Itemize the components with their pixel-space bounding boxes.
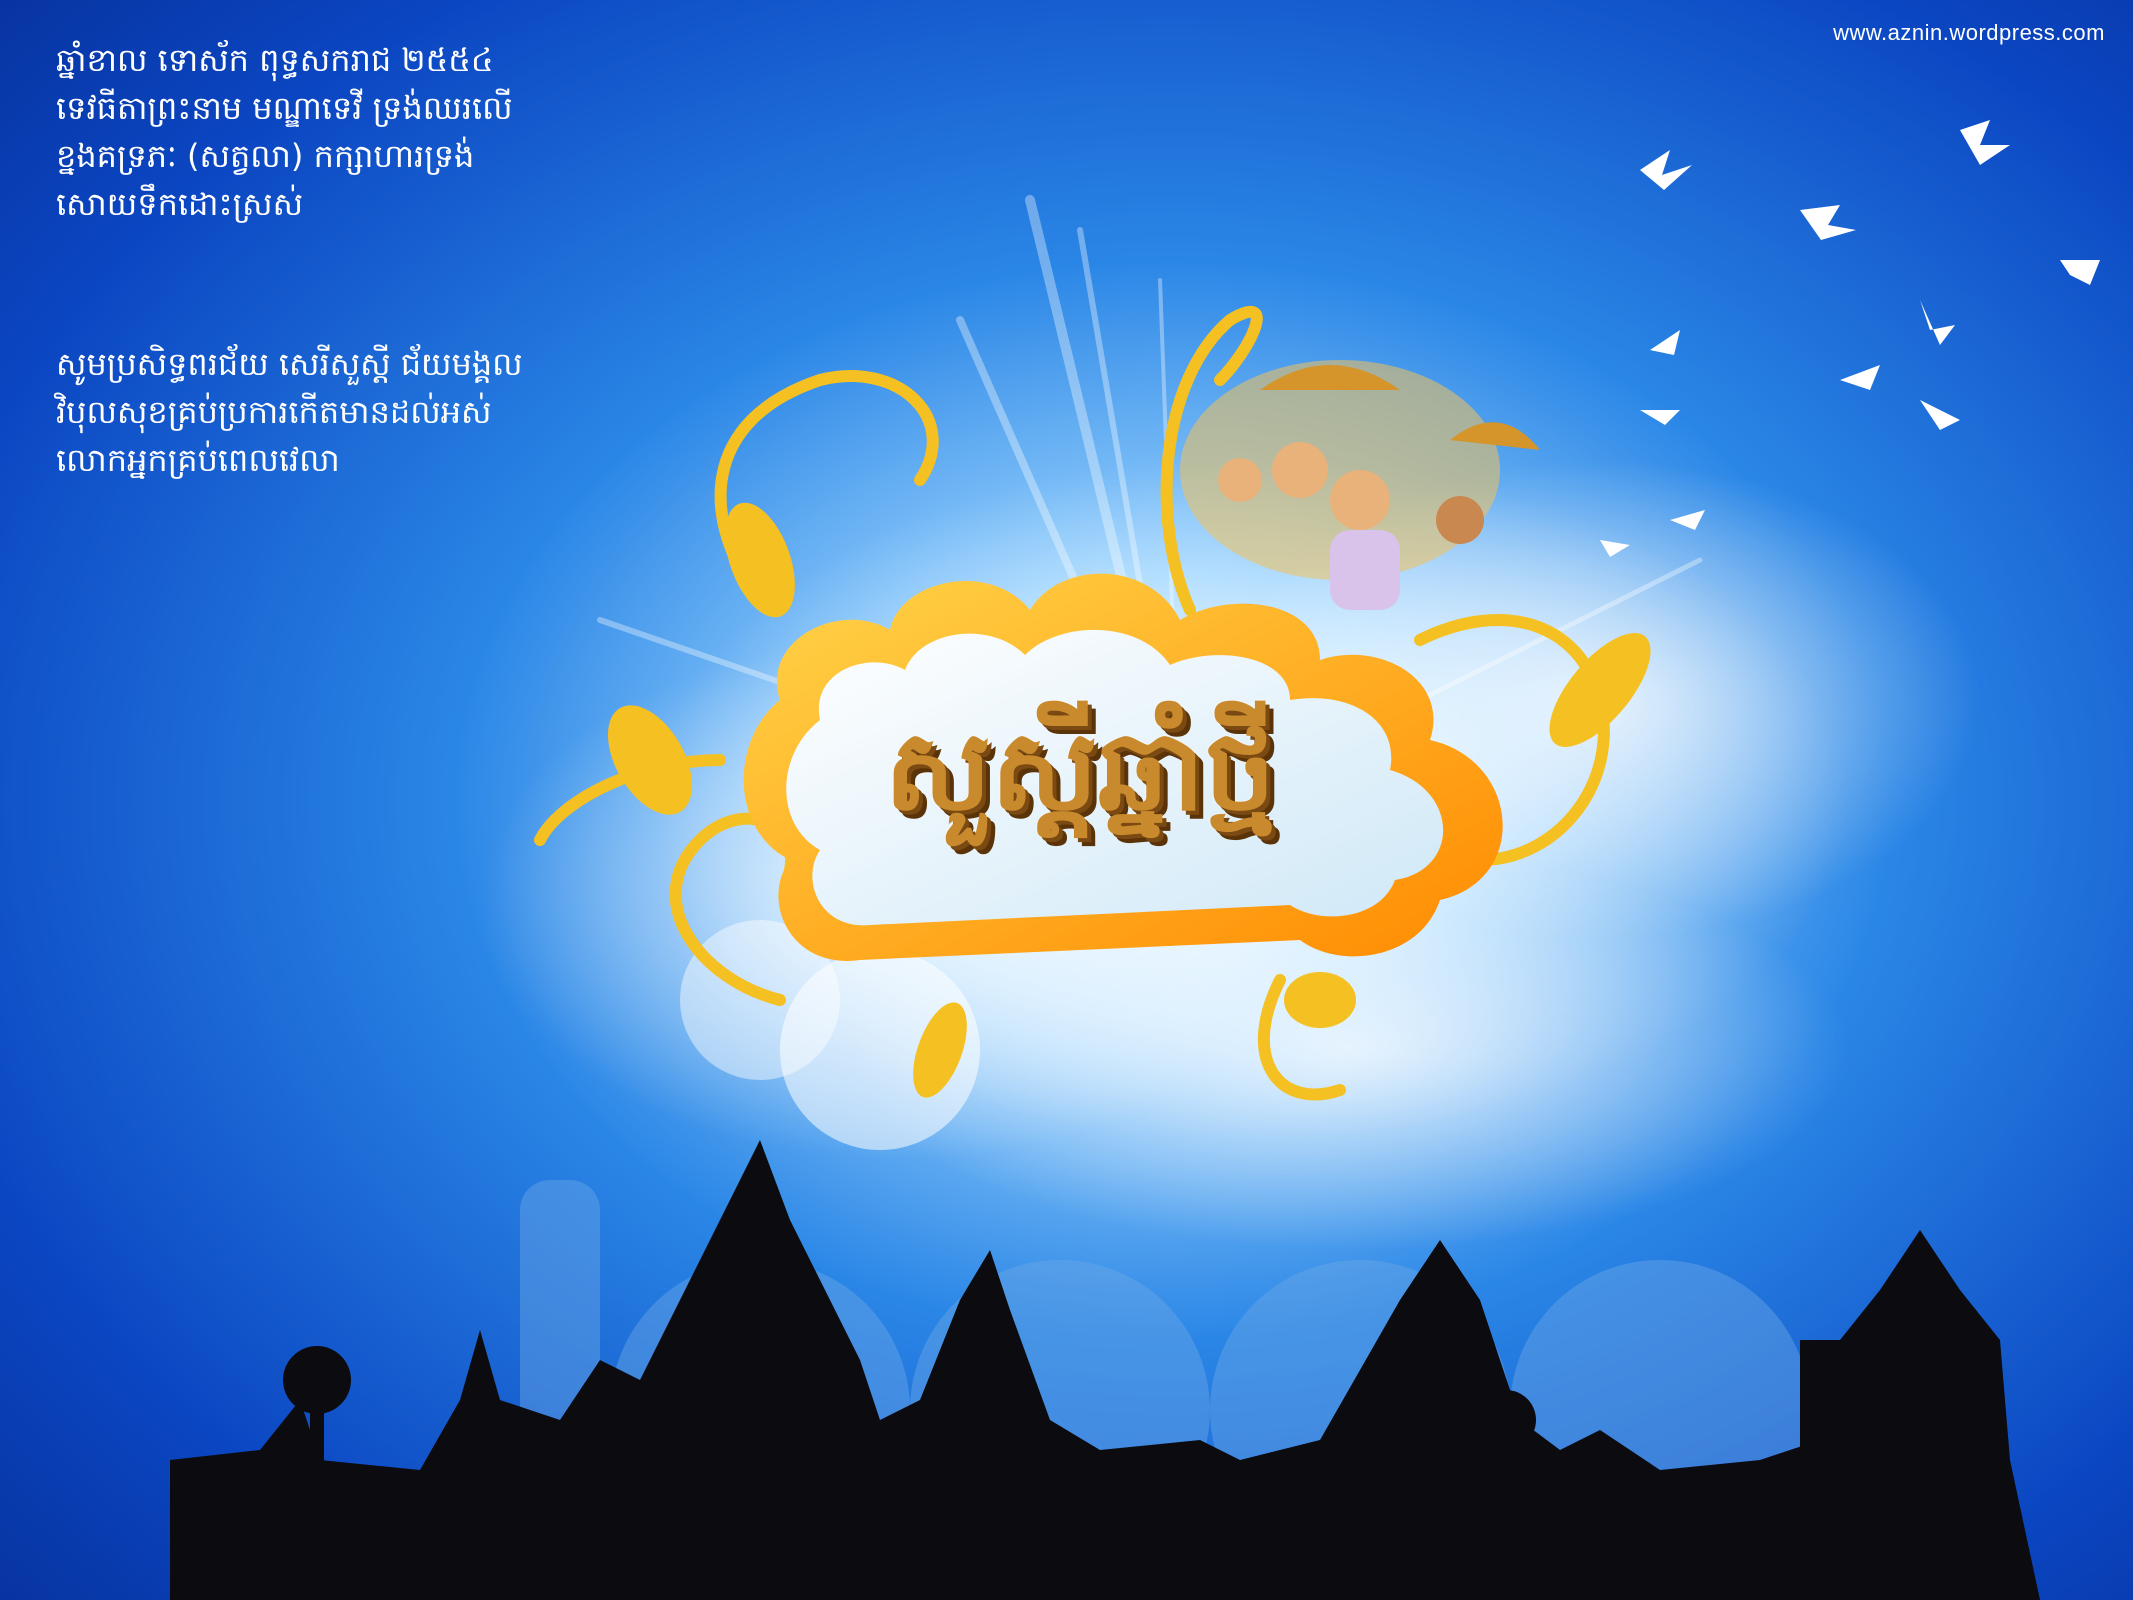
new-year-title: សួស្តីឆ្នាំថ្មី	[884, 706, 1276, 836]
poem-line: វិបុលសុខគ្រប់ប្រការកើតមានដល់អស់	[56, 393, 492, 431]
poem-stanza-2	[56, 340, 523, 484]
poem-line: សូមប្រសិទ្ធពរជ័យ សេរីសួស្តី ជ័យមង្គល	[56, 345, 523, 383]
poem-line: សោយទឹកដោះស្រស់	[56, 185, 304, 223]
poem-line: ទេវធីតាព្រះនាម មណ្ឌាទេវី ទ្រង់ឈរលើ	[56, 89, 513, 127]
website-watermark: www.aznin.wordpress.com	[1833, 20, 2105, 45]
poem-line: ខ្នងគទ្រភៈ (សត្វលា) កក្សាហារទ្រង់	[56, 137, 475, 175]
poem-stanza-1	[56, 36, 513, 228]
poem-line: ឆ្នាំខាល ទោស័ក ពុទ្ធសករាជ ២៥៥៤	[56, 41, 494, 79]
poem-line: លោកអ្នកគ្រប់ពេលវេលា	[56, 441, 340, 479]
